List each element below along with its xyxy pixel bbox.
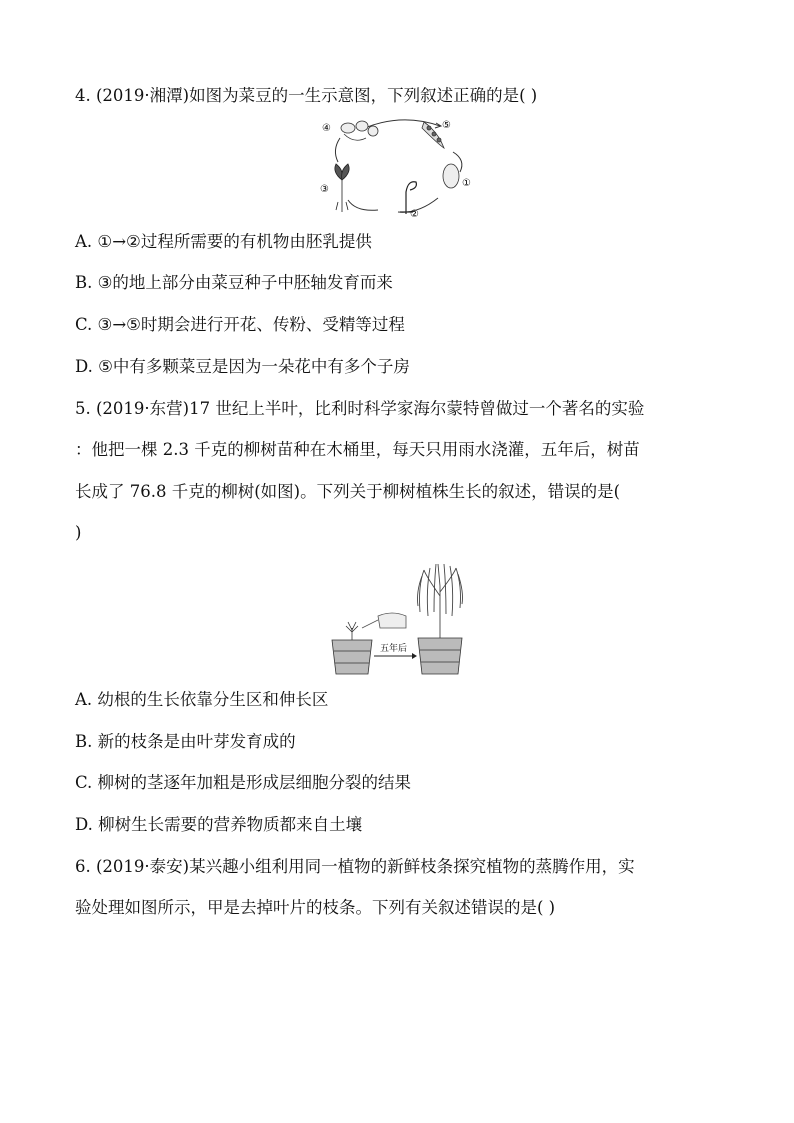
- figure-label-5: ⑤: [442, 120, 451, 131]
- q5-option-d: D. 柳树生长需要的营养物质都来自土壤: [75, 815, 363, 834]
- q4-option-b: B. ③的地上部分由菜豆种子中胚轴发育而来: [75, 273, 393, 292]
- q5-stem-line-3: 长成了 76.8 千克的柳树(如图)。下列关于柳树植株生长的叙述，错误的是(: [75, 482, 621, 501]
- q4-option-a: A. ①→②过程所需要的有机物由胚乳提供: [75, 232, 372, 251]
- q5-option-c: C. 柳树的茎逐年加粗是形成层细胞分裂的结果: [75, 773, 412, 792]
- q5-stem-line-4: ): [75, 523, 82, 542]
- willow-experiment-figure: [330, 556, 470, 678]
- figure-label-3: ③: [320, 184, 329, 195]
- figure-arrow-label: 五年后: [380, 644, 408, 654]
- q4-option-c: C. ③→⑤时期会进行开花、传粉、受精等过程: [75, 315, 405, 334]
- watering-can-icon: [362, 613, 406, 628]
- q4-stem: 4. (2019·湘潭)如图为菜豆的一生示意图，下列叙述正确的是( ): [75, 86, 538, 105]
- large-tub-icon: [418, 638, 462, 674]
- q6-stem-line-1: 6. (2019·泰安)某兴趣小组利用同一植物的新鲜枝条探究植物的蒸腾作用，实: [75, 857, 635, 876]
- figure-label-1: ①: [462, 178, 471, 189]
- q5-option-b: B. 新的枝条是由叶芽发育成的: [75, 732, 296, 751]
- seed-icon: [443, 164, 459, 188]
- q5-stem-line-2: ：他把一棵 2.3 千克的柳树苗种在木桶里，每天只用雨水浇灌，五年后，树苗: [75, 440, 640, 459]
- q5-stem-line-1: 5. (2019·东营)17 世纪上半叶，比利时科学家海尔蒙特曾做过一个著名的实验: [75, 399, 645, 418]
- figure-label-2: ②: [410, 209, 419, 220]
- young-plant-icon: [335, 164, 349, 212]
- q6-stem-line-2: 验处理如图所示，甲是去掉叶片的枝条。下列有关叙述错误的是( ): [75, 898, 556, 917]
- small-tub-icon: [332, 622, 372, 674]
- willow-tree-icon: [418, 564, 463, 638]
- q4-option-d: D. ⑤中有多颗菜豆是因为一朵花中有多个子房: [75, 357, 410, 376]
- q5-option-a: A. 幼根的生长依靠分生区和伸长区: [75, 690, 329, 709]
- bean-life-cycle-figure: [318, 114, 483, 224]
- figure-label-4: ④: [322, 123, 331, 134]
- flower-icon: [341, 121, 378, 140]
